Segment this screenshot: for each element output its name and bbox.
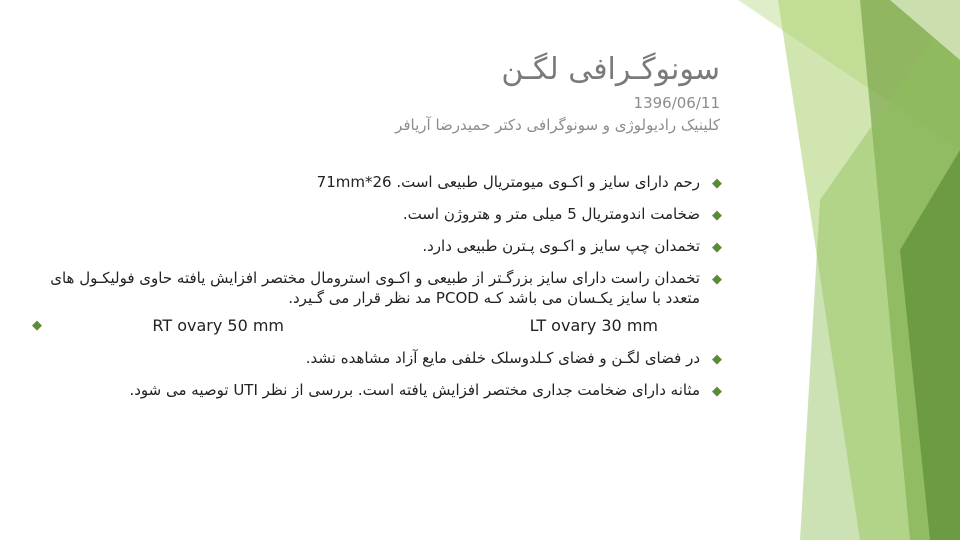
diamond-bullet-icon: ◆: [712, 176, 722, 191]
diamond-bullet-icon: ◆: [712, 384, 722, 399]
report-date: 1396/06/11: [633, 94, 720, 112]
bullet-text: تخمدان چپ سایز و اکـوی پـترن طبیعی دارد.: [422, 237, 700, 255]
rt-ovary-size: RT ovary 50 mm: [152, 316, 284, 335]
bullet-item: [22, 236, 722, 256]
bullet-text: رحم دارای سایز و اکـوی میومتریال طبیعی است. 26*71mm: [316, 173, 700, 191]
diamond-bullet-icon: ◆: [712, 272, 722, 287]
diamond-bullet-icon: ◆: [712, 240, 722, 255]
lt-ovary-size: LT ovary 30 mm: [529, 316, 658, 335]
diamond-bullet-icon: ◆: [712, 208, 722, 223]
diamond-bullet-icon: ◆: [712, 352, 722, 367]
bullet-item: [22, 204, 722, 224]
bullet-text: ضخامت اندومتریال 5 میلی متر و هتروژن است.: [402, 205, 700, 223]
bullet-item: [22, 268, 722, 308]
bullet-item: [22, 380, 722, 400]
bullet-text: تخمدان راست دارای سایز بزرگـتر از طبیعی و اکـوی استرومال مختصر افزایش یافته حاوی فولیکـول های متعدد با سایز یکـسان می باشد کـه PCOD مد نظر قرار می گـیرد.: [50, 269, 700, 307]
slide-subtitle: [395, 92, 720, 136]
clinic-name: کلینیک رادیولوژی و سونوگرافی دکتر حمیدرضا آریافر: [395, 116, 720, 134]
ovary-measurements: [22, 312, 722, 342]
slide-title: سونوگـرافی لگـن: [501, 52, 720, 87]
report-content: [22, 172, 722, 412]
bullet-item: [22, 348, 722, 368]
bullet-item: [22, 172, 722, 192]
diamond-bullet-icon: ◆: [32, 318, 42, 333]
bullet-text: مثانه دارای ضخامت جداری مختصر افزایش یافته است. بررسی از نظر UTI توصیه می شود.: [129, 381, 700, 399]
bullet-text: در فضای لگـن و فضای کـلدوسلک خلفی مایع آزاد مشاهده نشد.: [305, 349, 700, 367]
